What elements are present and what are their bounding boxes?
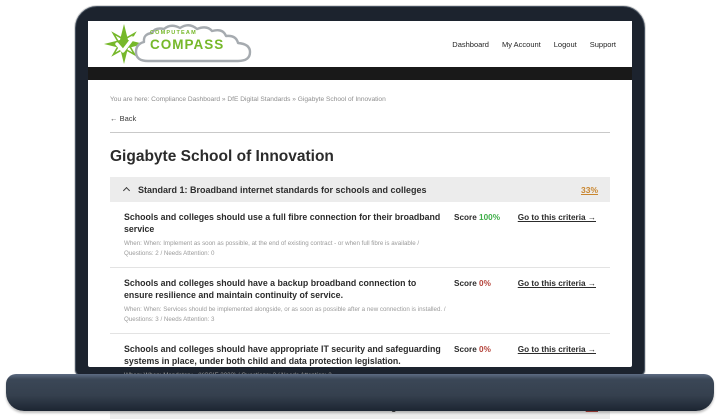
criteria-score [454,213,500,222]
top-nav [452,40,616,49]
page-title: Gigabyte School of Innovation [110,148,334,165]
score-value: 0% [479,345,491,355]
chevron-up-icon[interactable] [123,187,130,194]
criteria-actions [454,213,596,222]
nav-item-my-account[interactable]: My Account [501,39,541,49]
criteria-text [124,278,454,325]
back-link[interactable]: ← Back [110,114,137,123]
criteria-meta: When: When: Services should be implemented alongside, or as soon as possible after a new connection is installed. / Questions: 3 / Needs Attention: 3 [124,305,446,324]
criteria-actions [454,279,596,288]
criteria-title: Schools and colleges should use a full fibre connection for their broadband service [124,212,441,234]
browser-viewport [88,21,632,367]
main-content [88,96,632,419]
standard-1-percent-link[interactable]: 33% [580,184,598,195]
score-value: 100% [479,213,500,222]
criteria-text [124,212,454,259]
computeam-compass-logo[interactable] [104,22,262,66]
logo-wordmark-bottom: COMPASS [150,37,225,52]
criteria-score [454,279,491,288]
score-value: 0% [479,279,491,289]
header-divider-bar [88,67,632,80]
criteria-score [454,345,491,354]
nav-item-dashboard[interactable]: Dashboard [452,39,489,49]
criteria-title: Schools and colleges should have appropriate IT security and safeguarding systems in place, under both child and data protection legislation. [124,344,441,367]
criteria-row [110,268,610,334]
logo-wordmark-top: COMPUTEAM [150,30,197,36]
score-label: Score [454,213,477,222]
standard-1-accordion-header[interactable] [110,177,610,202]
goto-criteria-link[interactable]: Go to this criteria → [517,213,596,222]
goto-criteria-link[interactable]: Go to this criteria → [517,345,596,355]
nav-item-support[interactable]: Support [589,39,616,49]
standard-1-title: Standard 1: Broadband internet standards for schools and colleges [138,184,427,195]
divider [110,132,610,133]
nav-item-logout[interactable]: Logout [553,39,577,49]
breadcrumb: You are here: Compliance Dashboard » DfE Digital Standards » Gigabyte School of Innovation [110,96,386,103]
criteria-row [110,202,610,268]
laptop-screen-frame [75,6,645,376]
goto-criteria-link[interactable]: Go to this criteria → [517,279,596,289]
score-label: Score [454,279,477,289]
laptop-base [6,374,714,411]
logo-wordmark [150,30,224,52]
criteria-title: Schools and colleges should have a backup broadband connection to ensure resilience and maintain continuity of service. [124,278,417,301]
score-label: Score [454,345,477,355]
criteria-meta: When: When: Implement as soon as possible, at the end of existing contract - or when full fibre is available / Questions: 2 / Needs Attention: 0 [124,239,420,257]
criteria-actions [454,345,596,354]
site-header [88,21,632,67]
